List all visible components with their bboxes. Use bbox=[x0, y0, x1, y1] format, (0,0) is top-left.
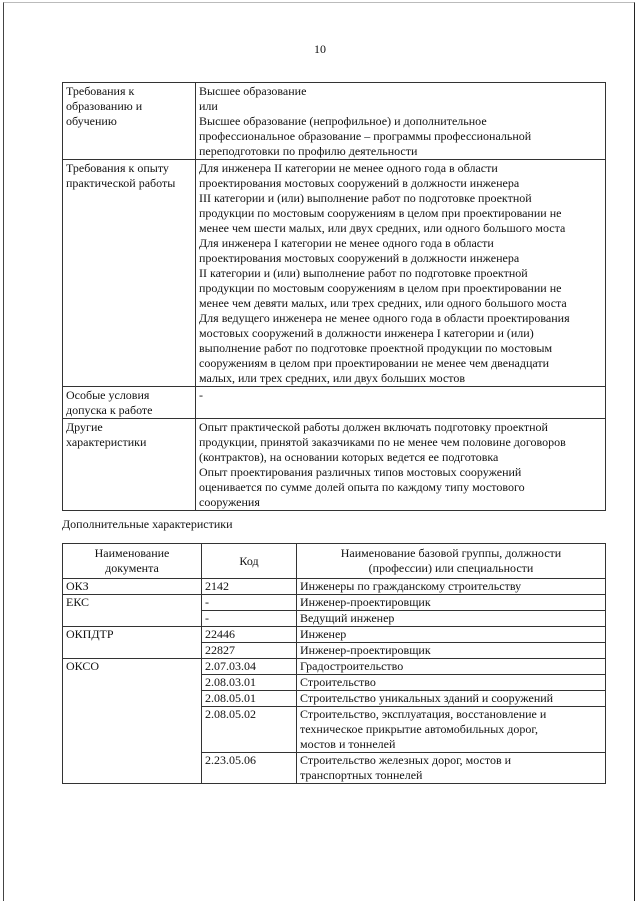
name-cell bbox=[297, 707, 606, 753]
table-row bbox=[63, 83, 606, 160]
code-cell: 22446 bbox=[202, 627, 297, 643]
name-line: Строительство, эксплуатация, восстановление и bbox=[300, 707, 547, 721]
name-line: Градостроительство bbox=[300, 659, 404, 673]
code-cell: 2.08.05.01 bbox=[202, 691, 297, 707]
value-line: переподготовки по профилю деятельности bbox=[199, 144, 418, 158]
value-line: малых, или трех средних, или двух больших мостов bbox=[199, 371, 466, 385]
value-line: Для ведущего инженера не менее одного года в области проектирования bbox=[199, 311, 570, 325]
value-line: II категории и (или) выполнение работ по подготовке проектной bbox=[199, 266, 528, 280]
requirement-value bbox=[196, 387, 606, 419]
additional-characteristics-table bbox=[62, 543, 606, 784]
name-cell bbox=[297, 643, 606, 659]
value-line: проектирования мостовых сооружений в должности инженера bbox=[199, 176, 520, 190]
document-cell: ОКПДТР bbox=[63, 627, 202, 659]
value-line: - bbox=[199, 388, 203, 402]
table-row bbox=[63, 659, 606, 675]
name-line: Инженер-проектировщик bbox=[300, 595, 431, 609]
label-line: практической работы bbox=[66, 176, 176, 190]
value-line: продукции по мостовым сооружениям в целом при проектировании не bbox=[199, 281, 562, 295]
value-line: сооружения bbox=[199, 495, 260, 509]
requirement-value bbox=[196, 160, 606, 387]
table-row bbox=[63, 595, 606, 611]
name-line: Строительство железных дорог, мостов и bbox=[300, 753, 512, 767]
document-cell: ЕКС bbox=[63, 595, 202, 627]
code-cell: 2.07.03.04 bbox=[202, 659, 297, 675]
table-row bbox=[63, 160, 606, 387]
value-line: менее чем шести малых, или двух средних, или одного большого моста bbox=[199, 221, 566, 235]
requirement-label bbox=[63, 387, 196, 419]
name-line: транспортных тоннелей bbox=[300, 768, 423, 782]
value-line: сооружениям в целом при проектировании не менее чем двенадцати bbox=[199, 356, 550, 370]
name-cell bbox=[297, 595, 606, 611]
table-header-row bbox=[63, 544, 606, 579]
name-line: техническое прикрытие автомобильных дорог, bbox=[300, 722, 538, 736]
label-line: допуска к работе bbox=[66, 403, 153, 417]
header-document: Наименование документа bbox=[63, 544, 202, 579]
code-cell: - bbox=[202, 595, 297, 611]
label-line: Другие bbox=[66, 420, 103, 434]
label-line: обучению bbox=[66, 114, 117, 128]
label-line: характеристики bbox=[66, 435, 147, 449]
name-line: Ведущий инженер bbox=[300, 611, 395, 625]
requirements-table bbox=[62, 82, 606, 511]
value-line: (контрактов), на основании которых ведется ее подготовка bbox=[199, 450, 499, 464]
name-cell bbox=[297, 627, 606, 643]
value-line: Опыт проектирования различных типов мостовых сооружений bbox=[199, 465, 522, 479]
requirement-label bbox=[63, 160, 196, 387]
name-cell bbox=[297, 753, 606, 784]
additional-characteristics-title: Дополнительные характеристики bbox=[62, 517, 233, 531]
name-line: Строительство уникальных зданий и сооружений bbox=[300, 691, 554, 705]
code-cell: 2142 bbox=[202, 579, 297, 595]
name-line: Инженеры по гражданскому строительству bbox=[300, 579, 522, 593]
value-line: продукции, принятой заказчиками по не менее чем половине договоров bbox=[199, 435, 566, 449]
value-line: Опыт практической работы должен включать подготовку проектной bbox=[199, 420, 548, 434]
value-line: выполнение работ по подготовке проектной продукции по мостовым bbox=[199, 341, 553, 355]
page-number: 10 bbox=[314, 42, 326, 56]
code-cell: 22827 bbox=[202, 643, 297, 659]
requirement-label bbox=[63, 83, 196, 160]
header-name: Наименование базовой группы, должности (профессии) или специальности bbox=[297, 544, 606, 579]
value-line: Высшее образование bbox=[199, 84, 307, 98]
requirement-value bbox=[196, 83, 606, 160]
table-row bbox=[63, 579, 606, 595]
name-cell bbox=[297, 675, 606, 691]
name-line: Строительство bbox=[300, 675, 376, 689]
requirement-label bbox=[63, 419, 196, 511]
name-cell bbox=[297, 659, 606, 675]
value-line: Высшее образование (непрофильное) и дополнительное bbox=[199, 114, 487, 128]
name-cell bbox=[297, 691, 606, 707]
name-cell bbox=[297, 611, 606, 627]
name-cell bbox=[297, 579, 606, 595]
table-row bbox=[63, 419, 606, 511]
label-line: Требования к опыту bbox=[66, 161, 169, 175]
value-line: проектирования мостовых сооружений в должности инженера bbox=[199, 251, 520, 265]
name-line: Инженер-проектировщик bbox=[300, 643, 431, 657]
code-cell: 2.08.03.01 bbox=[202, 675, 297, 691]
code-cell: 2.23.05.06 bbox=[202, 753, 297, 784]
name-line: мостов и тоннелей bbox=[300, 737, 396, 751]
value-line: профессиональное образование – программы профессиональной bbox=[199, 129, 532, 143]
table-row bbox=[63, 627, 606, 643]
name-line: Инженер bbox=[300, 627, 347, 641]
value-line: Для инженера I категории не менее одного года в области bbox=[199, 236, 494, 250]
code-cell: 2.08.05.02 bbox=[202, 707, 297, 753]
label-line: образованию и bbox=[66, 99, 143, 113]
value-line: III категории и (или) выполнение работ по подготовке проектной bbox=[199, 191, 532, 205]
value-line: продукции по мостовым сооружениям в целом при проектировании не bbox=[199, 206, 562, 220]
label-line: Особые условия bbox=[66, 388, 150, 402]
requirement-value bbox=[196, 419, 606, 511]
label-line: Требования к bbox=[66, 84, 135, 98]
table-row bbox=[63, 387, 606, 419]
document-cell: ОКЗ bbox=[63, 579, 202, 595]
value-line: мостовых сооружений в должности инженера I категории и (или) bbox=[199, 326, 534, 340]
header-code: Код bbox=[202, 544, 297, 579]
value-line: Для инженера II категории не менее одного года в области bbox=[199, 161, 498, 175]
code-cell: - bbox=[202, 611, 297, 627]
value-line: менее чем девяти малых, или трех средних, или одного большого моста bbox=[199, 296, 567, 310]
value-line: или bbox=[199, 99, 218, 113]
value-line: оценивается по сумме долей опыта по каждому типу мостового bbox=[199, 480, 525, 494]
document-cell: ОКСО bbox=[63, 659, 202, 784]
